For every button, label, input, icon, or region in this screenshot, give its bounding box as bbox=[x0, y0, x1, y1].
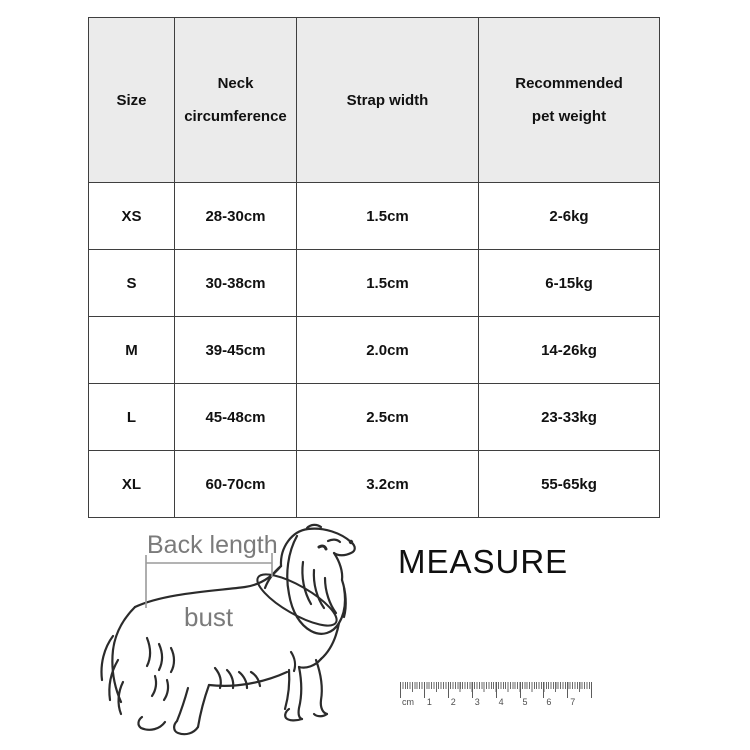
ruler bbox=[400, 682, 591, 708]
measure-title: MEASURE bbox=[398, 543, 569, 580]
column-header-recommended-pet-weight: Recommended pet weight bbox=[479, 18, 660, 183]
cell: XL bbox=[89, 451, 175, 518]
size-row-xl bbox=[89, 451, 660, 518]
back-length-bracket bbox=[146, 553, 272, 608]
ruler-number: 3 bbox=[474, 697, 480, 707]
cell: 2-6kg bbox=[479, 183, 660, 250]
back-length-label: Back length bbox=[147, 531, 278, 559]
size-row-l bbox=[89, 384, 660, 451]
size-row-xs bbox=[89, 183, 660, 250]
ruler-number: 4 bbox=[498, 697, 504, 707]
column-header-neck-circumference: Neck circumference bbox=[175, 18, 297, 183]
ruler-cm-tick bbox=[567, 682, 568, 698]
cell: 3.2cm bbox=[297, 451, 479, 518]
cell: 45-48cm bbox=[175, 384, 297, 451]
ruler-number: 2 bbox=[450, 697, 456, 707]
ruler-cm-tick bbox=[496, 682, 497, 698]
cell: 55-65kg bbox=[479, 451, 660, 518]
cell: 14-26kg bbox=[479, 317, 660, 384]
size-chart-table bbox=[88, 17, 660, 518]
cell: 23-33kg bbox=[479, 384, 660, 451]
ruler-unit-label: cm bbox=[402, 697, 414, 707]
ruler-number: 7 bbox=[570, 697, 576, 707]
ruler-number: 5 bbox=[522, 697, 528, 707]
size-row-s bbox=[89, 250, 660, 317]
cell: 2.5cm bbox=[297, 384, 479, 451]
cell: XS bbox=[89, 183, 175, 250]
size-row-m bbox=[89, 317, 660, 384]
ruler-cm-tick bbox=[400, 682, 401, 698]
cell: L bbox=[89, 384, 175, 451]
ruler-number: 6 bbox=[546, 697, 552, 707]
cell: 1.5cm bbox=[297, 183, 479, 250]
size-chart bbox=[88, 17, 660, 518]
ruler-cm-tick bbox=[424, 682, 425, 698]
cell: S bbox=[89, 250, 175, 317]
cell: M bbox=[89, 317, 175, 384]
size-chart-body bbox=[89, 183, 660, 518]
bust-label: bust bbox=[184, 602, 234, 632]
column-header-size: Size bbox=[89, 18, 175, 183]
header-row bbox=[89, 18, 660, 183]
ruler-cm-tick bbox=[591, 682, 592, 698]
cell: 28-30cm bbox=[175, 183, 297, 250]
ruler-cm-tick bbox=[448, 682, 449, 698]
ruler-cm-tick bbox=[520, 682, 521, 698]
dog-eye bbox=[319, 546, 326, 549]
size-chart-header bbox=[89, 18, 660, 183]
cell: 60-70cm bbox=[175, 451, 297, 518]
cell: 30-38cm bbox=[175, 250, 297, 317]
column-header-strap-width: Strap width bbox=[297, 18, 479, 183]
cell: 2.0cm bbox=[297, 317, 479, 384]
ruler-cm-tick bbox=[543, 682, 544, 698]
ruler-number: 1 bbox=[426, 697, 432, 707]
ruler-cm-tick bbox=[472, 682, 473, 698]
cell: 39-45cm bbox=[175, 317, 297, 384]
cell: 6-15kg bbox=[479, 250, 660, 317]
cell: 1.5cm bbox=[297, 250, 479, 317]
dog-nose bbox=[349, 540, 353, 544]
